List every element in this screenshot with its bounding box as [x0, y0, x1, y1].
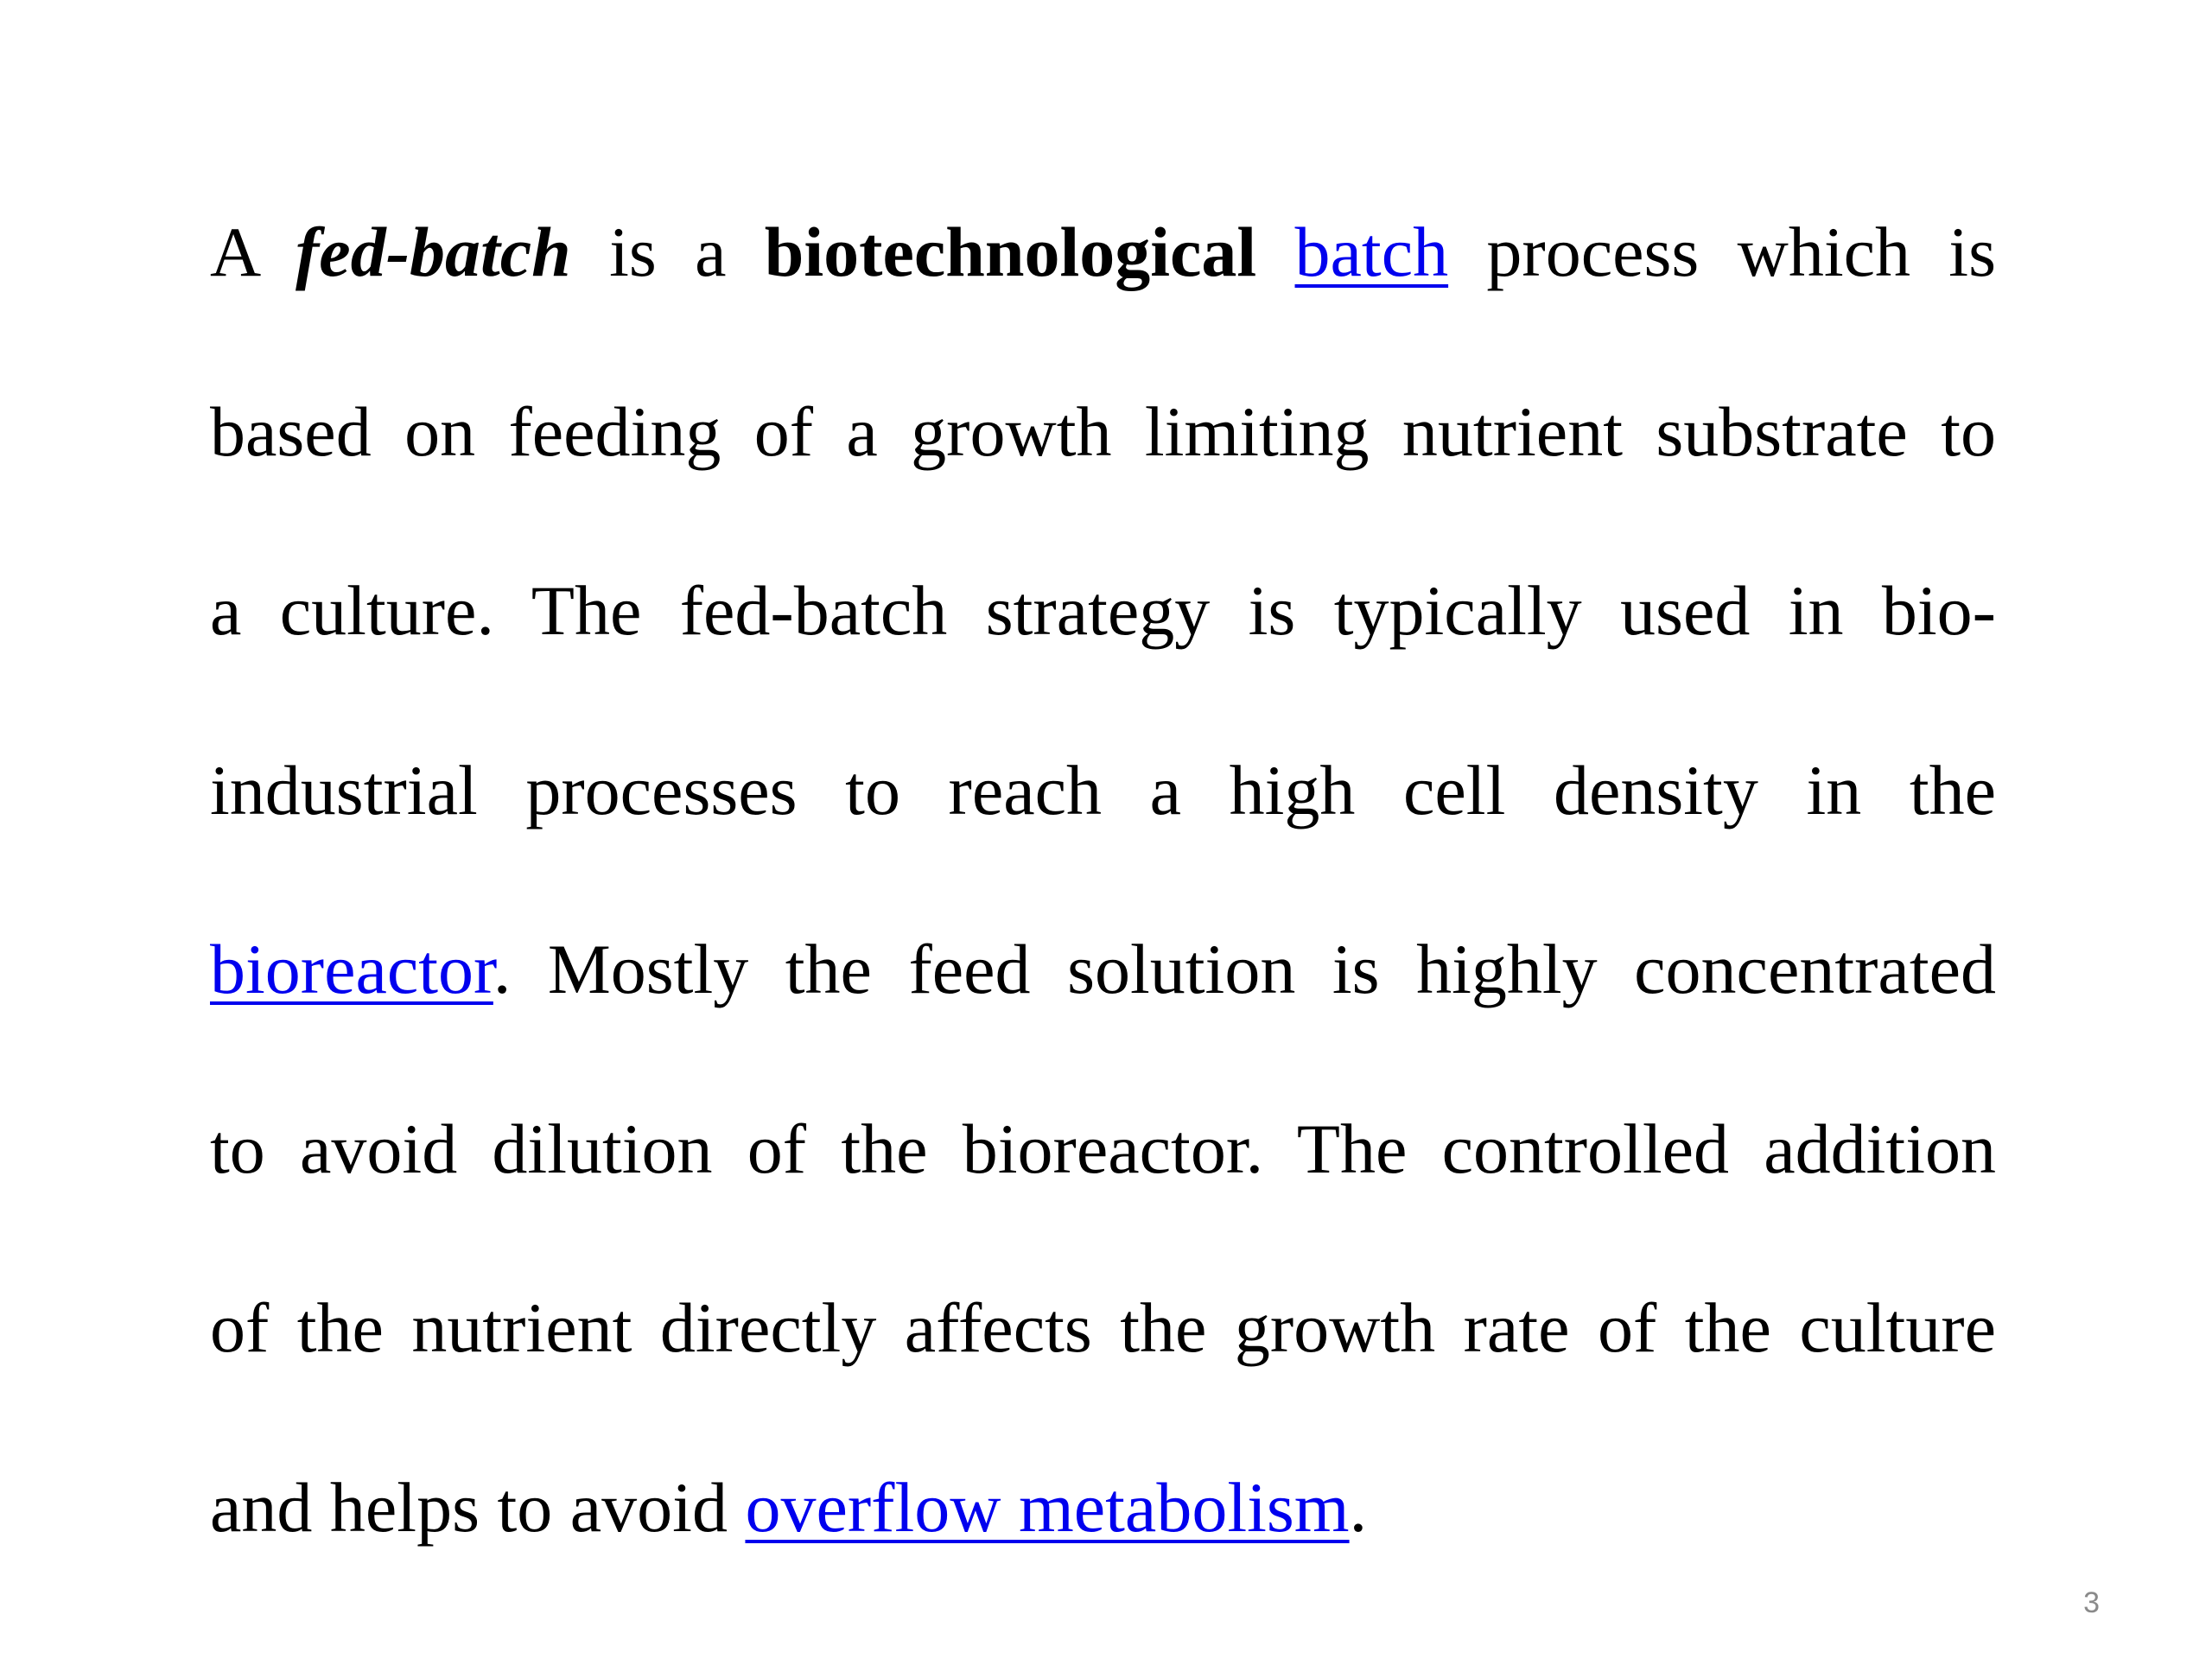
paragraph-line-6: to avoid dilution of the bioreactor. The controlled addition: [210, 1109, 1996, 1188]
text-is-a: is a: [570, 213, 765, 291]
paragraph-line-5: [210, 880, 1996, 1059]
bioreactor-link[interactable]: bioreactor: [210, 930, 493, 1008]
text-space: [1256, 213, 1294, 291]
page-number: 3: [2083, 1586, 2100, 1619]
text-a: A: [210, 213, 296, 291]
term-biotechnological: biotechnological: [764, 213, 1257, 291]
text-process-which-is: process which is: [1448, 213, 1996, 291]
batch-link[interactable]: batch: [1294, 213, 1449, 291]
paragraph-line-1: [210, 162, 1996, 342]
paragraph-line-2: based on feeding of a growth limiting nutrient substrate to: [210, 391, 1996, 471]
overflow-metabolism-link[interactable]: overflow metabolism: [745, 1467, 1350, 1547]
text-period: .: [1349, 1467, 1368, 1547]
paragraph-line-8: [210, 1418, 1996, 1598]
paragraph-line-3: a culture. The fed-batch strategy is typically used in bio-: [210, 571, 1996, 650]
term-fed-batch: fed-batch: [296, 213, 571, 291]
body-paragraph: [210, 162, 1996, 1597]
paragraph-line-7: of the nutrient directly affects the growth rate of the culture: [210, 1288, 1996, 1367]
text-and-helps: and helps to avoid: [210, 1467, 746, 1547]
paragraph-line-4: industrial processes to reach a high cell density in the: [210, 750, 1996, 830]
text-mostly-feed: . Mostly the feed solution is highly concentrated: [493, 930, 1996, 1008]
